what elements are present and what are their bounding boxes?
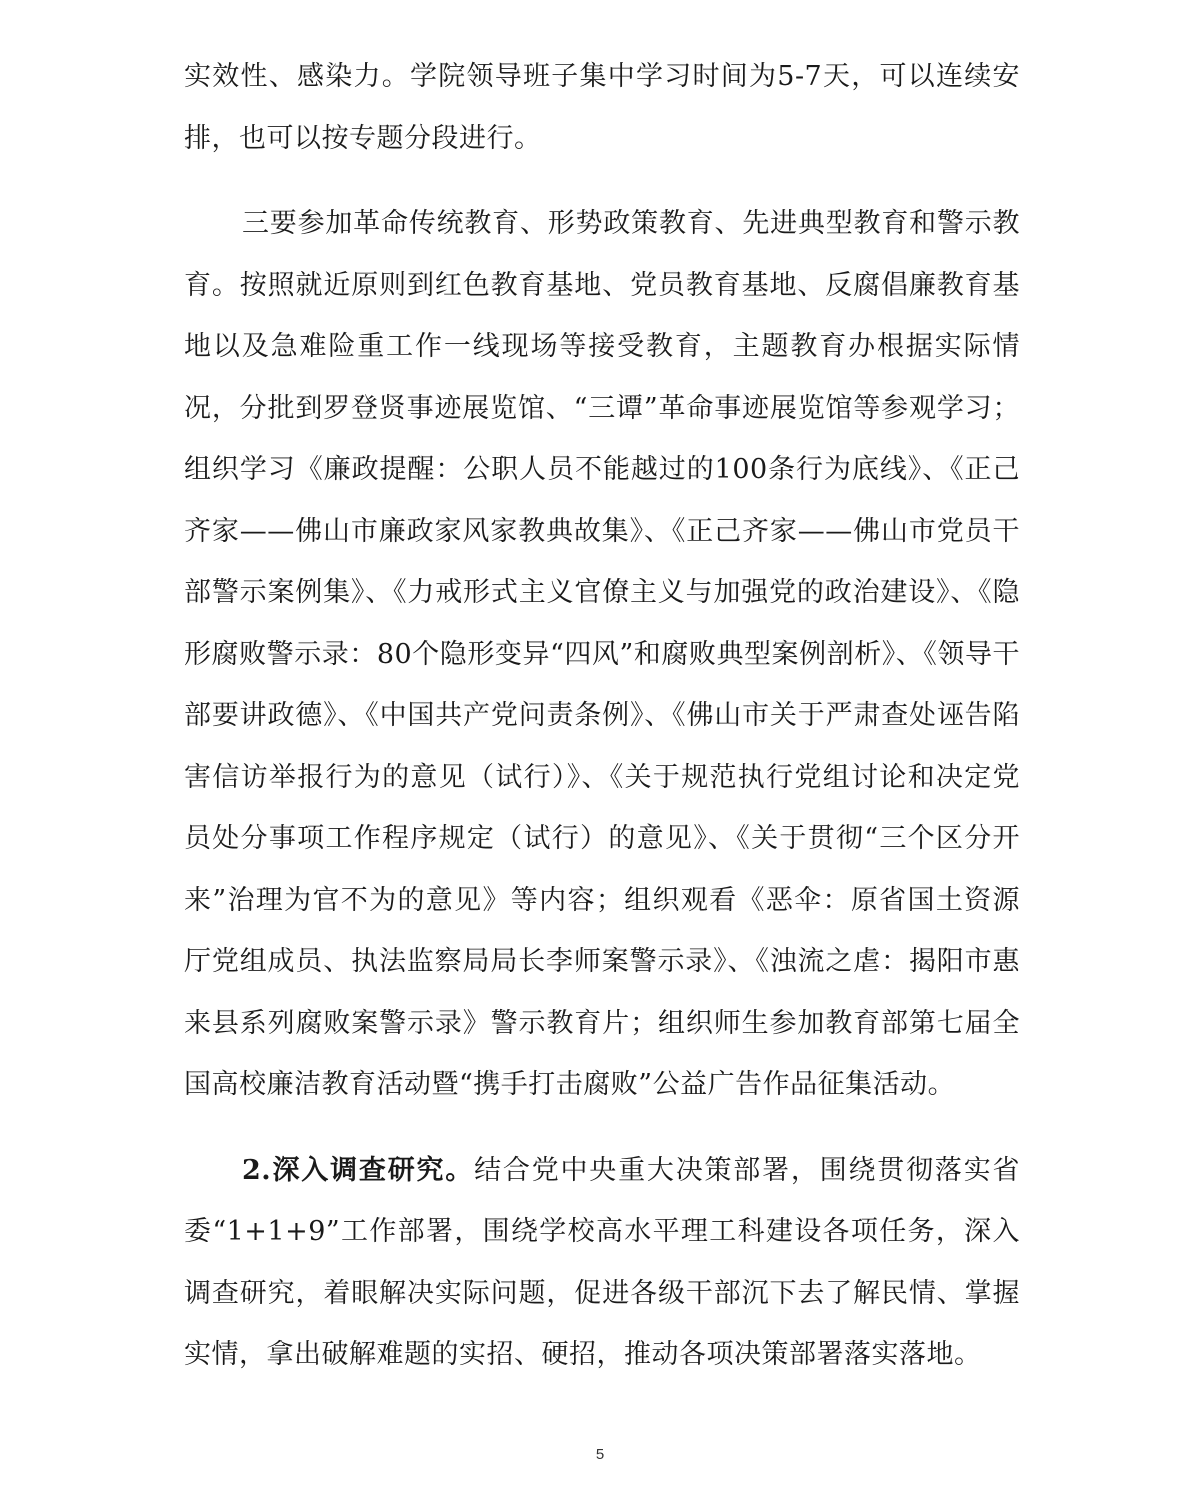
paragraph-text: 三要参加革命传统教育、形势政策教育、先进典型教育和警示教育。按照就近原则到红色教育基地、党员教育基地、反腐倡廉教育基地以及急难险重工作一线现场等接受教育，主题教育办根据实际情况，分批到罗登贤事迹展览馆、“三谭”革命事迹展览馆等参观学习；组织学习《廉政提醒：公职人员不能越过的100条行为底线》、《正己齐家——佛山市廉政家风家教典故集》、《正己齐家——佛山市党员干部警示案例集》、《力戒形式主义官僚主义与加强党的政治建设》、《隐形腐败警示录：80个隐形变异“四风”和腐败典型案例剖析》、《领导干部要讲政德》、《中国共产党问责条例》、《佛山市关于严肃查处诬告陷害信访举报行为的意见（试行）》、《关于规范执行党组讨论和决定党员处分事项工作程序规定（试行）的意见》、《关于贯彻“三个区分开来”治理为官不为的意见》等内容；组织观看《恶伞：原省国土资源厅党组成员、执法监察局局长李师案警示录》、《浊流之虐：揭阳市惠来县系列腐败案警示录》警示教育片；组织师生参加教育部第七届全国高校廉洁教育活动暨“携手打击腐败”公益广告作品征集活动。	[184, 208, 1020, 1100]
paragraph-text: 结合党中央重大决策部署，围绕贯彻落实省委“1+1+9”工作部署，围绕学校高水平理工科建设各项任务，深入调查研究，着眼解决实际问题，促进各级干部沉下去了解民情、掌握实情，拿出破解难题的实招、硬招，推动各项决策部署落实落地。	[184, 1154, 1021, 1370]
document-page	[184, 46, 1020, 1386]
paragraph-education	[184, 193, 1020, 1116]
page-number: 5	[595, 1446, 605, 1463]
paragraph-text: 实效性、感染力。学院领导班子集中学习时间为5-7天，可以连续安排，也可以按专题分段进行。	[184, 61, 1020, 154]
paragraph-continuation	[184, 46, 1020, 169]
paragraph-research	[184, 1140, 1020, 1386]
paragraph-heading: 2.深入调查研究。	[242, 1154, 475, 1186]
